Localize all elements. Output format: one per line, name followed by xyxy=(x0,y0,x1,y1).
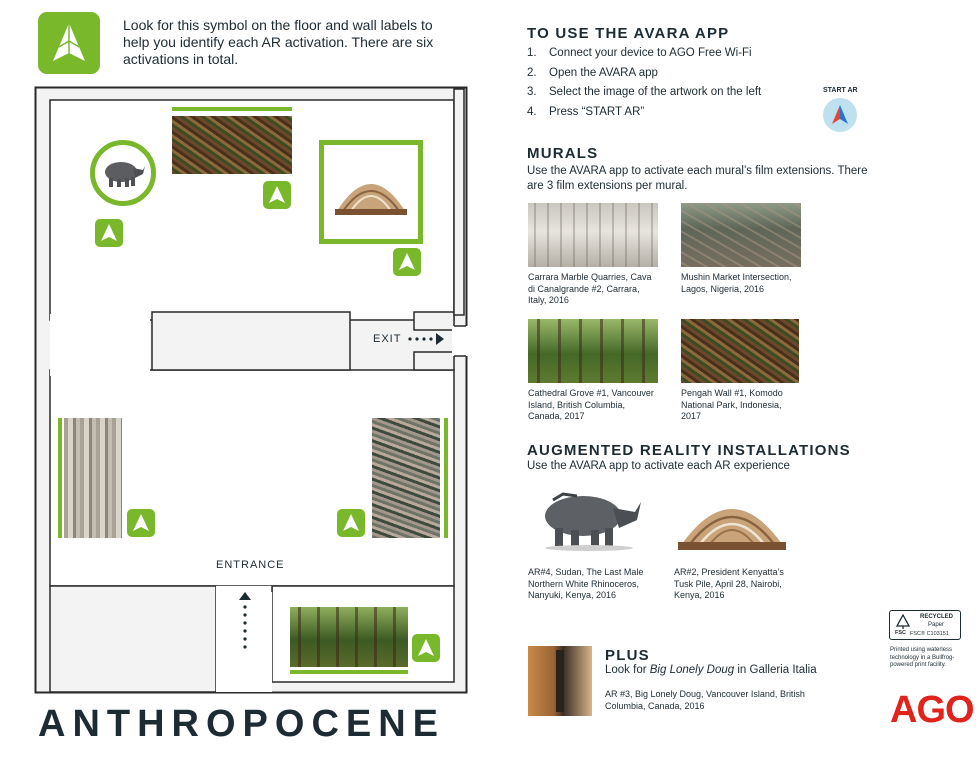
ar-caption: AR#4, Sudan, The Last Male Northern White Rhinoceros, Nanyuki, Kenya, 2016 xyxy=(528,567,644,600)
ar-badge-right-mural xyxy=(337,509,365,537)
map-cathedral-grove-image xyxy=(290,607,408,667)
mural-caption: Carrara Marble Quarries, Cava di Canalgrande #2, Carrara, Italy, 2016 xyxy=(528,272,652,305)
intro-text: Look for this symbol on the floor and wall labels to help you identify each AR activation. There are six activations in total. xyxy=(123,17,434,67)
plus-caption: AR #3, Big Lonely Doug, Vancouver Island, British Columbia, Canada, 2016 xyxy=(605,689,805,711)
murals-title: MURALS xyxy=(527,145,599,162)
ar-installations-description: Use the AVARA app to activate each AR experience xyxy=(527,460,790,472)
fsc-tree-icon xyxy=(895,614,911,630)
ago-logo: AGO xyxy=(890,689,974,731)
ar-installations-title: AUGMENTED REALITY INSTALLATIONS xyxy=(527,442,851,459)
entrance-label: ENTRANCE xyxy=(216,559,285,571)
map-bottom-mural-bar xyxy=(290,670,408,674)
plus-lead-line: Look for Big Lonely Doug in Galleria Italia xyxy=(605,664,817,676)
map-rhino-circle xyxy=(90,140,156,206)
plus-big-lonely-doug-thumb xyxy=(528,646,592,716)
fsc-label: FSC xyxy=(895,630,906,636)
app-step: 4. Press “START AR” xyxy=(527,105,645,118)
ar-arrowhead-icon xyxy=(51,21,87,65)
ar-symbol-logo xyxy=(38,12,100,74)
exit-arrow-icon xyxy=(406,332,446,346)
brand-title: ANTHROPOCENE xyxy=(38,703,446,745)
mural-caption: Cathedral Grove #1, Vancouver Island, British Columbia, Canada, 2017 xyxy=(528,388,654,421)
ar-badge-bottom-mural xyxy=(412,634,440,662)
mural-caption: Mushin Market Intersection, Lagos, Nigeria, 2016 xyxy=(681,272,792,294)
recycled-subtitle: Paper xyxy=(928,622,945,628)
murals-description: Use the AVARA app to activate each mural’s film extensions. There are 3 film extensions per mural. xyxy=(527,165,868,192)
entrance-arrow-icon xyxy=(238,591,252,655)
app-section-title: TO USE THE AVARA APP xyxy=(527,25,730,42)
start-ar-button xyxy=(823,98,857,132)
start-ar-arrow-icon xyxy=(831,104,849,126)
rhino-icon xyxy=(99,156,147,190)
app-steps-list xyxy=(527,46,827,124)
fsc-code: FSC® C103151 xyxy=(910,631,949,637)
recycled-title: RECYCLED xyxy=(920,614,954,620)
mural-pengah-wall-thumb xyxy=(681,319,799,383)
map-tusk-pile-frame xyxy=(319,140,423,244)
map-carrara-image xyxy=(64,418,122,538)
ar-badge-rhino xyxy=(95,219,123,247)
ar-caption: AR#2, President Kenyatta’s Tusk Pile, April 28, Nairobi, Kenya, 2016 xyxy=(674,567,784,600)
floor-map xyxy=(34,86,468,694)
mural-cathedral-grove-thumb xyxy=(528,319,658,383)
ar-tusk-pile-image xyxy=(676,486,788,554)
exit-label: EXIT xyxy=(373,333,402,345)
mural-caption: Pengah Wall #1, Komodo National Park, Indonesia, 2017 xyxy=(681,388,783,421)
map-left-mural-bar xyxy=(58,418,62,538)
ar-rhino-image xyxy=(533,486,645,552)
ar-badge-tusk-pile xyxy=(393,248,421,276)
map-top-mural-bar xyxy=(172,107,292,111)
ar-badge-left-mural xyxy=(127,509,155,537)
ar-badge-top-mural xyxy=(263,181,291,209)
print-note: Printed using waterless technology in a Bullfrog-powered print facility. xyxy=(890,647,955,668)
app-step: 1. Connect your device to AGO Free Wi-Fi xyxy=(527,47,752,59)
app-step: 3. Select the image of the artwork on the left xyxy=(527,86,762,98)
plus-title: PLUS xyxy=(605,647,650,664)
map-pengah-wall-image xyxy=(172,116,292,174)
map-mushin-image xyxy=(372,418,440,538)
recycled-badge xyxy=(889,610,961,640)
app-step: 2. Open the AVARA app xyxy=(527,66,658,79)
tusk-pile-icon xyxy=(333,167,409,217)
start-ar-label: START AR xyxy=(823,87,858,94)
mural-carrara-thumb xyxy=(528,203,658,267)
mural-mushin-thumb xyxy=(681,203,801,267)
map-right-mural-bar xyxy=(444,418,448,538)
